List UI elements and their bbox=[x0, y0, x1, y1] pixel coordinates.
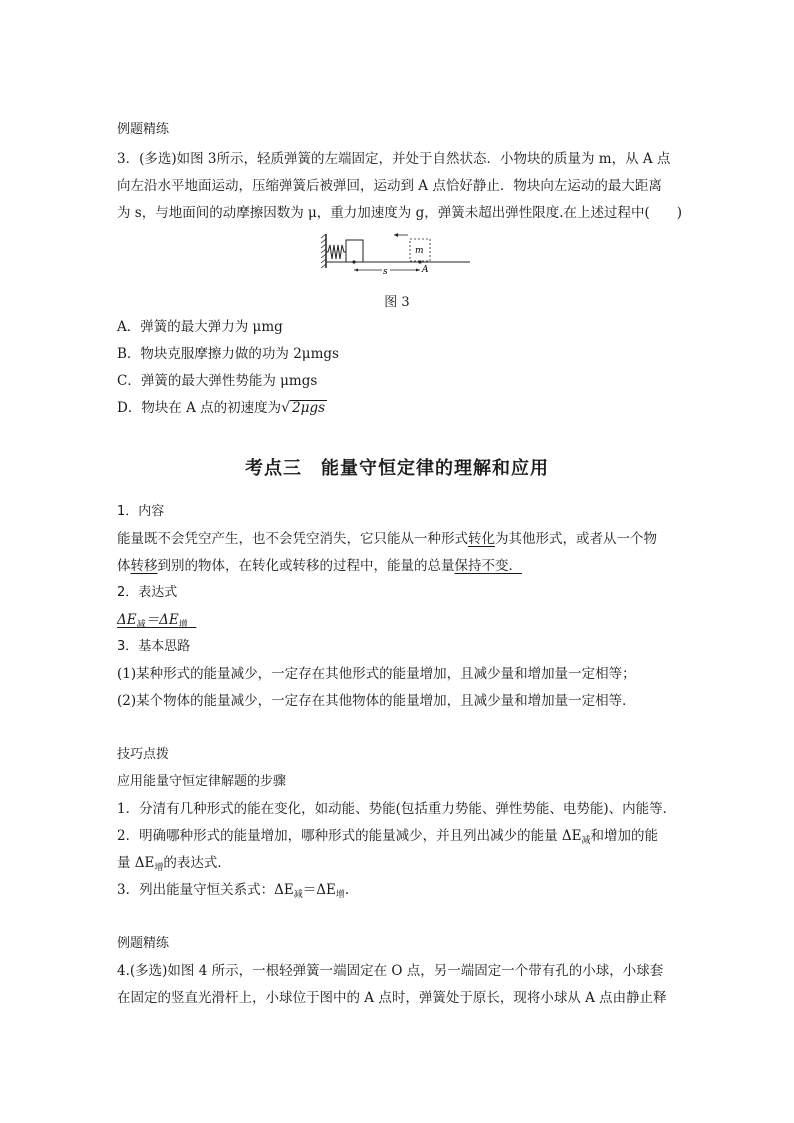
point-a bbox=[418, 260, 421, 263]
expression-heading: 2．表达式 bbox=[117, 585, 178, 600]
tips-subheader: 应用能量守恒定律解题的步骤 bbox=[117, 774, 287, 789]
question-3-line-2: 向左沿水平地面运动，压缩弹簧后被弹回，运动到 A 点恰好静止．物块向左运动的最大距离 bbox=[117, 178, 662, 194]
tips-step-1: 1．分清有几种形式的能在变化，如动能、势能(包括重力势能、弹性势能、电势能)、内能等． bbox=[117, 801, 677, 817]
approach-2: (2)某个物体的能量减少，一定存在其他物体的能量增加，且减少量和增加量一定相等． bbox=[117, 693, 636, 709]
section-title: 考点三 能量守恒定律的理解和应用 bbox=[245, 458, 549, 479]
distance-arrow-right bbox=[416, 269, 420, 272]
content-line-2: 体转移到别的物体，在转化或转移的过程中，能量的总量保持不变． bbox=[117, 558, 522, 574]
question-4-line-1: 4.(多选)如图 4 所示，一根轻弹簧一端固定在 O 点，另一端固定一个带有孔的小球，小球套 bbox=[117, 963, 664, 979]
block-m-label: m bbox=[415, 246, 424, 256]
approach-1: (1)某种形式的能量减少，一定存在其他形式的能量增加，且减少量和增加量一定相等； bbox=[117, 666, 636, 682]
spring-block-figure bbox=[318, 232, 478, 284]
option-b: B．物块克服摩擦力做的功为 2μmgs bbox=[117, 346, 339, 362]
content-heading: 1．内容 bbox=[117, 504, 165, 519]
tips-step-2-cont: 量 $\Delta E_增$的表达式． bbox=[117, 855, 231, 873]
question-4-line-2: 在固定的竖直光滑杆上，小球位于图中的 A 点时，弹簧处于原长，现将小球从 A 点由静止释 bbox=[117, 990, 667, 1006]
tips-step-2: 2．明确哪种形式的能量增加，哪种形式的能量减少，并且列出减少的能量 $\Delta E_减$和增加的能 bbox=[117, 828, 658, 846]
expression-formula: $\Delta E_减=\Delta E_增$ bbox=[117, 612, 188, 630]
tips-step-3: 3．列出能量守恒关系式：$\Delta E_减=\Delta E_增$. bbox=[117, 882, 350, 900]
point-left bbox=[352, 260, 355, 263]
approach-heading: 3．基本思路 bbox=[117, 639, 191, 654]
block-compressed bbox=[346, 240, 363, 262]
velocity-arrow-head bbox=[394, 233, 398, 237]
distance-arrow-left bbox=[354, 269, 358, 272]
question-3-line-1: 3．(多选)如图 3所示，轻质弹簧的左端固定，并处于自然状态．小物块的质量为 m，从 A 点 bbox=[117, 151, 671, 167]
option-c: C．弹簧的最大弹性势能为 μmgs bbox=[117, 373, 318, 389]
content-line-1: 能量既不会凭空产生，也不会凭空消失，它只能从一种形式转化为其他形式，或者从一个物 bbox=[117, 531, 657, 547]
option-d: D．物块在 A 点的初速度为√ 2μgs bbox=[117, 400, 326, 416]
option-d-text: D．物块在 A 点的初速度为 bbox=[117, 400, 282, 416]
point-a-label: A bbox=[422, 265, 429, 275]
example-header: 例题精练 bbox=[117, 122, 170, 137]
example-2-header: 例题精练 bbox=[117, 936, 170, 951]
distance-s-label: s bbox=[383, 267, 388, 277]
option-a: A．弹簧的最大弹力为 μmg bbox=[117, 319, 283, 335]
option-d-sqrt: 2μgs bbox=[292, 400, 326, 416]
tips-header: 技巧点拨 bbox=[117, 747, 170, 762]
figure-3-caption: 图 3 bbox=[384, 295, 410, 310]
question-3-line-3: 为 s，与地面间的动摩擦因数为 μ，重力加速度为 g，弹簧未超出弹性限度.在上述过程中( ) bbox=[117, 205, 683, 221]
spring bbox=[326, 245, 346, 259]
